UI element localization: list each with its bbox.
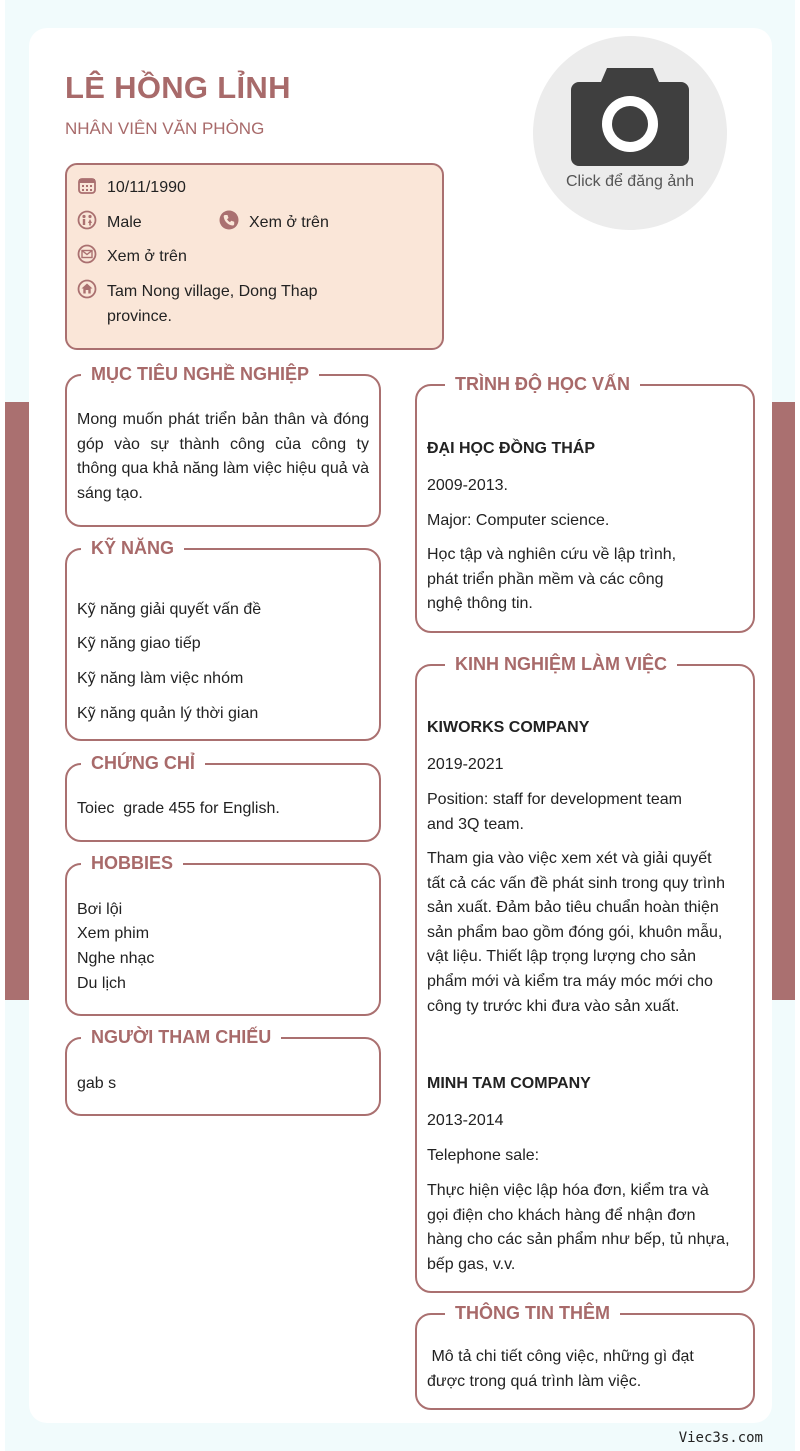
hobbies-section xyxy=(65,853,381,1016)
skill-item[interactable]: Kỹ năng giao tiếp xyxy=(77,635,201,652)
references-title[interactable]: NGƯỜI THAM CHIẾU xyxy=(81,1025,281,1049)
candidate-name[interactable]: LÊ HỒNG LỈNH xyxy=(65,70,291,105)
home-icon xyxy=(77,279,97,299)
skills-section xyxy=(65,538,381,741)
photo-upload[interactable] xyxy=(533,36,727,230)
additional-info-title[interactable]: THÔNG TIN THÊM xyxy=(445,1301,620,1325)
hobby-item[interactable]: Bơi lội xyxy=(77,901,123,918)
left-accent-band xyxy=(5,402,29,1000)
job-years[interactable]: 2013-2014 xyxy=(427,1112,504,1129)
photo-caption: Click để đăng ảnh xyxy=(565,173,695,190)
camera-icon xyxy=(571,64,689,168)
email-icon xyxy=(77,244,97,264)
job-description[interactable]: Tham gia vào việc xem xét và giải quyết tất cả các vấn đề phát sinh trong quy trình sản xuất. Đảm bảo tiêu chuẩn hoàn thiện sản phẩm bao gồm đóng gói, khuôn mẫu, vật liệu. Thiết lập trọng lượng cho sản phẩm mới và kiểm tra máy móc mới cho công ty trước khi đưa vào sản xuất. xyxy=(427,850,725,1015)
skill-item[interactable]: Kỹ năng làm việc nhóm xyxy=(77,670,244,687)
experience-section xyxy=(415,654,755,1293)
site-watermark: Viec3s.com xyxy=(678,1430,763,1446)
certificates-title[interactable]: CHỨNG CHỈ xyxy=(81,751,205,775)
email[interactable]: Xem ở trên xyxy=(107,248,187,265)
address-line-1[interactable]: Tam Nong village, Dong Thap xyxy=(107,283,318,300)
education-description[interactable]: Học tập và nghiên cứu về lập trình, phát triển phần mềm và các công nghệ thông tin. xyxy=(427,546,677,613)
reference-text[interactable]: gab s xyxy=(77,1075,117,1092)
personal-info-box xyxy=(65,163,444,350)
skill-item[interactable]: Kỹ năng quản lý thời gian xyxy=(77,705,259,722)
company-name[interactable]: KIWORKS COMPANY xyxy=(427,719,590,736)
hobbies-title[interactable]: HOBBIES xyxy=(81,851,183,875)
company-name[interactable]: MINH TAM COMPANY xyxy=(427,1075,591,1092)
gender[interactable]: Male xyxy=(107,214,142,231)
job-description[interactable]: Thực hiện việc lập hóa đơn, kiểm tra và gọi điện cho khách hàng để nhận đơn hàng cho các sản phẩm như bếp, tủ nhựa, bếp gas, v.v. xyxy=(427,1182,730,1273)
additional-info-section xyxy=(415,1303,755,1410)
birthdate[interactable]: 10/11/1990 xyxy=(107,179,186,196)
skill-item[interactable]: Kỹ năng giải quyết vấn đề xyxy=(77,601,262,618)
school-name[interactable]: ĐẠI HỌC ĐỒNG THÁP xyxy=(427,440,595,457)
certificate-text[interactable]: Toiec grade 455 for English. xyxy=(77,800,280,817)
objective-section xyxy=(65,364,381,527)
education-title[interactable]: TRÌNH ĐỘ HỌC VẤN xyxy=(445,372,640,396)
phone[interactable]: Xem ở trên xyxy=(249,214,329,231)
phone-icon xyxy=(219,210,239,230)
education-years[interactable]: 2009-2013. xyxy=(427,477,508,494)
education-section xyxy=(415,374,755,633)
objective-title[interactable]: MỤC TIÊU NGHỀ NGHIỆP xyxy=(81,362,319,386)
additional-info-placeholder[interactable]: Mô tả chi tiết công việc, những gì đạt được trong quá trình làm việc. xyxy=(427,1348,699,1390)
experience-title[interactable]: KINH NGHIỆM LÀM VIỆC xyxy=(445,652,677,676)
gender-icon xyxy=(77,210,97,230)
certificates-section xyxy=(65,753,381,842)
references-section xyxy=(65,1027,381,1116)
job-title[interactable]: NHÂN VIÊN VĂN PHÒNG xyxy=(65,119,265,138)
hobby-item[interactable]: Nghe nhạc xyxy=(77,950,155,967)
address-line-2[interactable]: province. xyxy=(107,308,172,325)
job-position[interactable]: Position: staff for development team and 3Q team. xyxy=(427,791,682,833)
education-major[interactable]: Major: Computer science. xyxy=(427,512,610,529)
job-years[interactable]: 2019-2021 xyxy=(427,756,504,773)
objective-text[interactable]: Mong muốn phát triển bản thân và đóng góp vào sự thành công của công ty thông qua khả năng làm việc hiệu quả và sáng tạo. xyxy=(77,411,369,502)
hobby-item[interactable]: Du lịch xyxy=(77,975,126,992)
skills-title[interactable]: KỸ NĂNG xyxy=(81,536,184,560)
hobby-item[interactable]: Xem phim xyxy=(77,925,150,942)
calendar-icon xyxy=(77,175,97,195)
job-position[interactable]: Telephone sale: xyxy=(427,1147,540,1164)
right-accent-band xyxy=(772,402,795,1000)
